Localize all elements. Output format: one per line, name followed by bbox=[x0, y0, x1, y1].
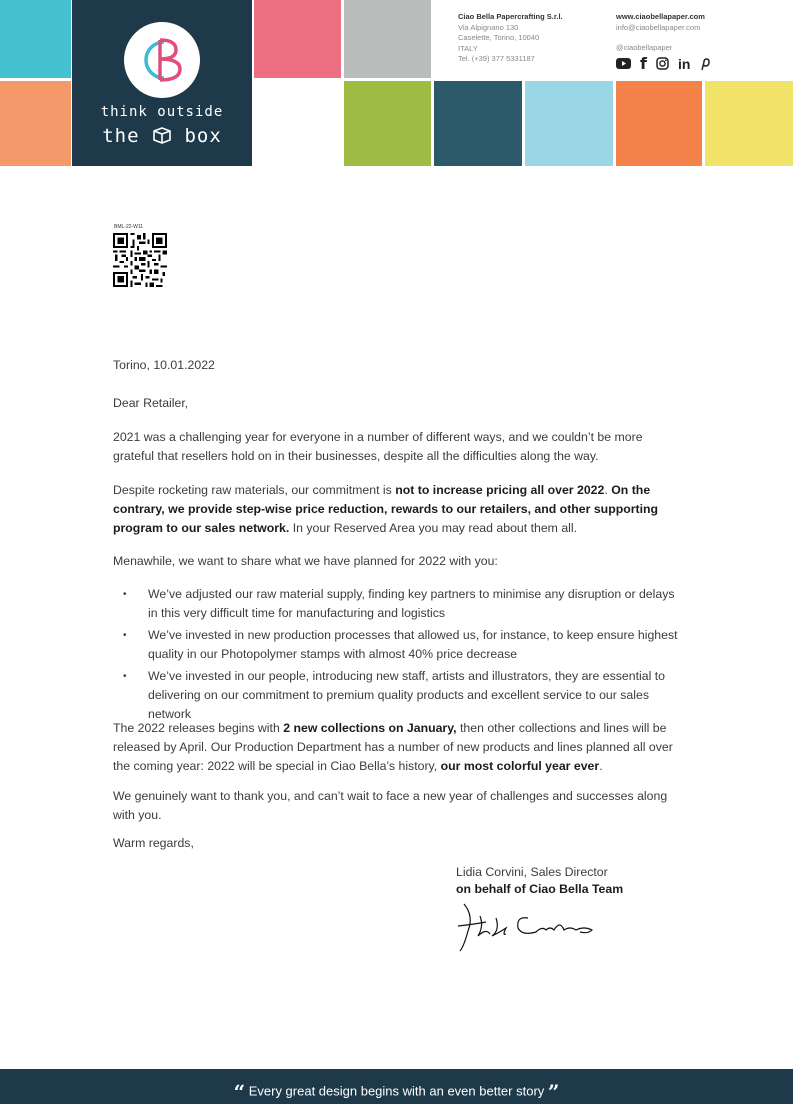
letter-paragraph-5: We genuinely want to thank you, and can’t wait to face a new year of challenges and successes along with you. bbox=[113, 789, 668, 822]
address-line1: Via Alpignano 130 bbox=[458, 22, 519, 32]
phone-number: Tel. (+39) 377 5331187 bbox=[458, 54, 535, 63]
footer-bar bbox=[0, 1069, 793, 1104]
signature-block bbox=[456, 864, 623, 898]
color-tile-pink bbox=[254, 0, 341, 78]
address-country: ITALY bbox=[458, 43, 478, 53]
social-handle: @ciaobellapaper bbox=[616, 43, 673, 52]
box-icon bbox=[152, 126, 172, 144]
logo-word-the: the bbox=[102, 125, 140, 147]
company-address bbox=[458, 12, 563, 65]
logo-line1: think outside bbox=[100, 104, 224, 120]
color-tile-teal bbox=[0, 0, 71, 78]
para4-text-c: then other collections and lines will be released by April. Our Production Department has a number of new products and lines planned all over the coming year: 2022 will be special in Ciao Bella’s history, bbox=[113, 721, 673, 773]
address-line2: Caselette, Torino, 10040 bbox=[458, 33, 540, 42]
color-tile-gray bbox=[344, 0, 431, 78]
bullet-list bbox=[113, 585, 679, 727]
list-item: • We’ve invested in new production processes that allowed us, for instance, to keep ensure highest quality in our Photopolymer stamps with almost 40% price decrease bbox=[113, 626, 679, 664]
list-item: • We’ve adjusted our raw material supply, finding key partners to minimise any disruption or delays in this very difficult time for manufacturing and logistics bbox=[113, 585, 679, 623]
web-contact bbox=[616, 12, 705, 54]
color-tile-green bbox=[344, 81, 431, 166]
footer-tagline bbox=[0, 1080, 793, 1104]
para4-text-a: The 2022 releases begins with bbox=[113, 721, 284, 735]
color-tile-lightblue bbox=[525, 81, 613, 166]
social-icons bbox=[616, 54, 710, 73]
youtube-icon[interactable] bbox=[616, 58, 631, 69]
logo-block bbox=[72, 0, 252, 166]
letter-date: Torino, 10.01.2022 bbox=[113, 358, 215, 372]
para2-text-e: In your Reserved Area you may read about them all. bbox=[289, 521, 578, 535]
facebook-icon[interactable]: f bbox=[640, 54, 647, 73]
letter-paragraph-3: Menawhile, we want to share what we have planned for 2022 with you: bbox=[113, 554, 498, 568]
list-item: • We’ve invested in our people, introducing new staff, artists and illustrators, they are essential to delivering on our commitment to premium quality products and excellent service to our sales network bbox=[113, 667, 679, 724]
letter-salutation: Dear Retailer, bbox=[113, 396, 189, 410]
pinterest-icon[interactable] bbox=[699, 57, 710, 71]
letter-paragraph-4 bbox=[113, 719, 679, 776]
color-tile-salmon bbox=[0, 81, 71, 166]
letter-paragraph-2 bbox=[113, 481, 679, 538]
linkedin-icon[interactable]: in bbox=[677, 55, 691, 72]
website-link[interactable]: www.ciaobellapaper.com bbox=[616, 12, 705, 21]
tagline-text: Every great design begins with an even better story bbox=[248, 1083, 545, 1099]
para2-text-a: Despite rocketing raw materials, our commitment is bbox=[113, 483, 396, 497]
para4-text-e: . bbox=[599, 759, 603, 773]
email-link[interactable]: info@ciaobellapaper.com bbox=[616, 22, 701, 32]
signer-team: on behalf of Ciao Bella Team bbox=[456, 882, 624, 896]
color-tile-yellow bbox=[705, 81, 793, 166]
company-name: Ciao Bella Papercrafting S.r.l. bbox=[458, 12, 563, 21]
letter-closing: Warm regards, bbox=[113, 836, 194, 850]
para2-bold-pricing: not to increase pricing all over 2022 bbox=[395, 483, 605, 497]
logo-word-box: box bbox=[184, 125, 222, 147]
para2-bold-contrary: On the contrary, we provide step-wise price reduction, rewards to our retailers, and other supporting program to our sales network. bbox=[113, 483, 659, 535]
para2-text-c: . bbox=[604, 483, 612, 497]
letter-paragraph-1: 2021 was a challenging year for everyone in a number of different ways, and we couldn’t be more grateful that resellers hold on in their businesses, despite all the difficulties along the way. bbox=[113, 430, 643, 463]
qr-code-label: BML-22-W11 bbox=[114, 224, 144, 230]
qr-code bbox=[113, 233, 167, 287]
color-tile-orange bbox=[616, 81, 702, 166]
logo-monogram bbox=[124, 22, 200, 98]
cb-logo-icon bbox=[124, 22, 200, 98]
para4-bold-collections: 2 new collections on January, bbox=[283, 721, 457, 735]
color-tile-darkteal bbox=[434, 81, 522, 166]
instagram-icon[interactable] bbox=[656, 57, 669, 70]
para4-bold-colorful: our most colorful year ever bbox=[440, 759, 600, 773]
signer-name: Lidia Corvini, Sales Director bbox=[456, 865, 608, 879]
handwritten-signature bbox=[456, 896, 606, 956]
open-quote-icon: “ bbox=[233, 1080, 246, 1104]
logo-line2 bbox=[72, 125, 252, 147]
close-quote-icon: ” bbox=[547, 1080, 560, 1104]
